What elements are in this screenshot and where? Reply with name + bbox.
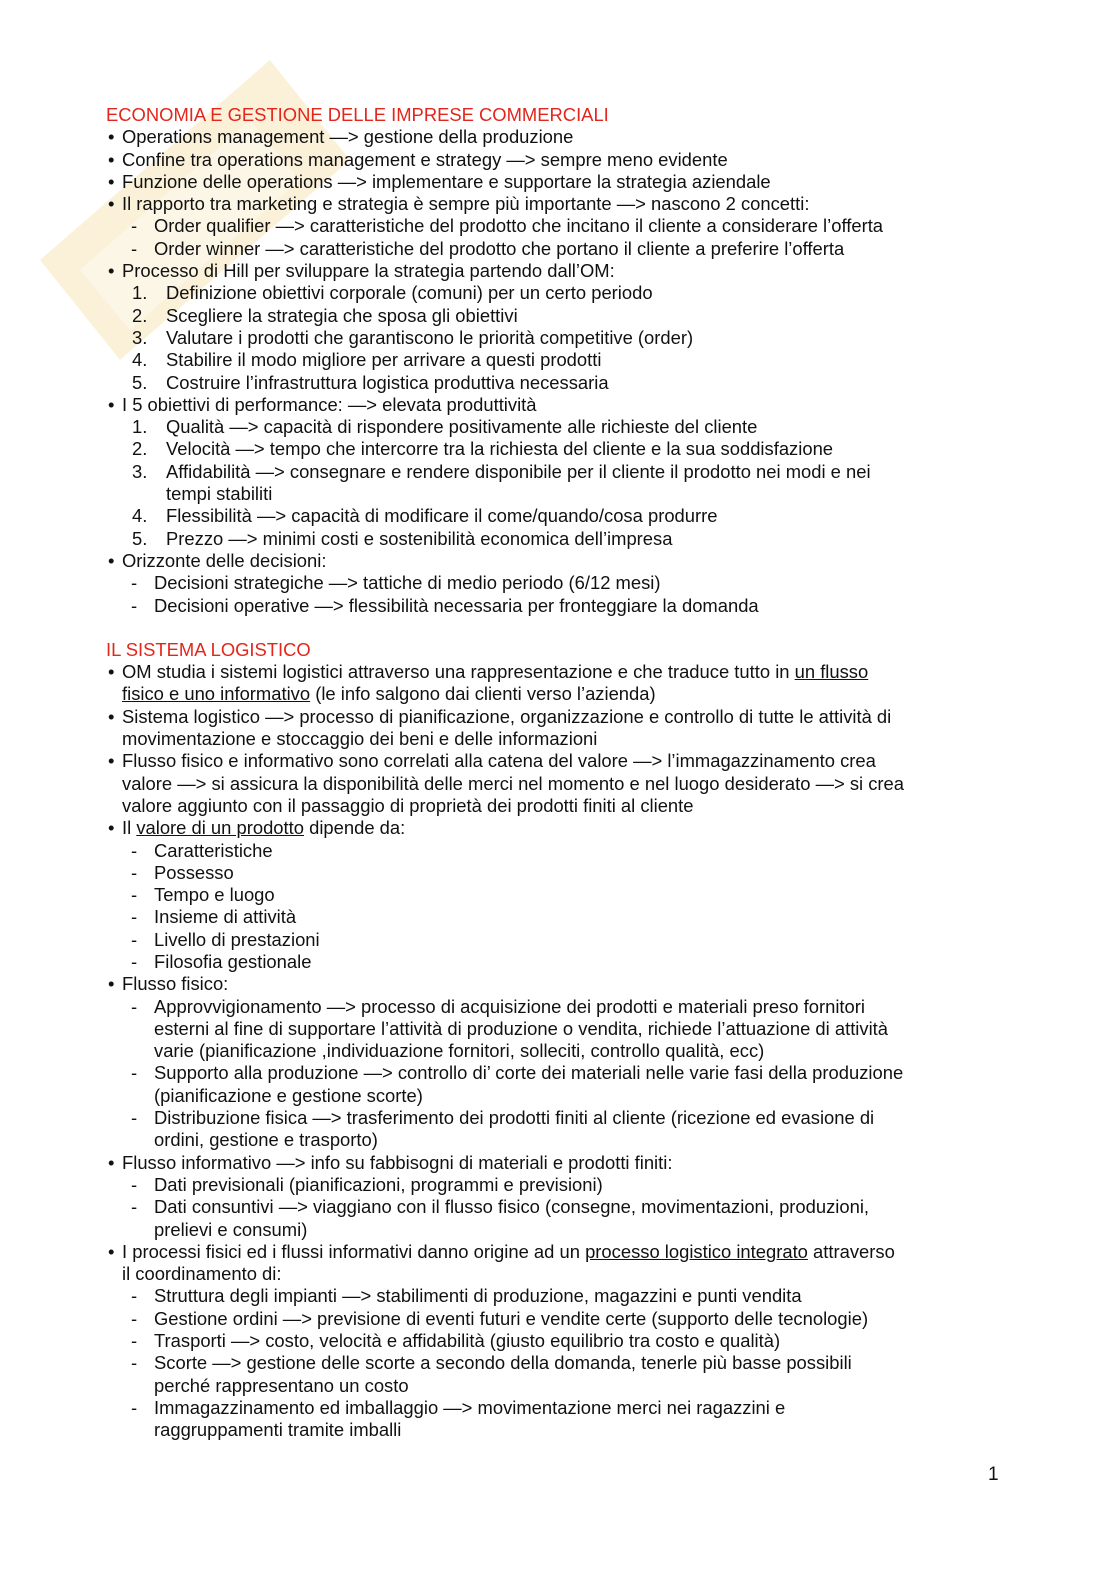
item-continuation: varie (pianificazione ,individuazione fornitori, solleciti, controllo qualità, ecc)	[154, 1040, 765, 1062]
item-continuation: valore aggiunto con il passaggio di proprietà dei prodotti finiti al cliente	[122, 794, 694, 816]
bullet-mark: •	[108, 750, 115, 772]
bullet-mark: •	[108, 170, 115, 192]
sub-list-item: - Distribuzione fisica —> trasferimento dei prodotti finiti al cliente (ricezione ed evasione di	[131, 1107, 875, 1129]
bullet-mark: •	[108, 148, 115, 170]
item-continuation: valore —> si assicura la disponibilità delle merci nel momento e nel luogo desiderato —> si crea	[122, 772, 904, 794]
item-continuation: ordini, gestione e trasporto)	[154, 1129, 378, 1151]
sub-list-item: - Decisioni strategiche —> tattiche di medio periodo (6/12 mesi)	[131, 572, 661, 594]
page-number: 1	[988, 1464, 999, 1485]
bullet-mark: •	[108, 549, 115, 571]
list-item: • I processi fisici ed i flussi informativi danno origine ad un processo logistico integrato attraverso	[108, 1240, 895, 1262]
item-continuation: raggruppamenti tramite imballi	[154, 1419, 402, 1441]
underlined-text: un flusso	[794, 661, 869, 683]
dash-mark: -	[131, 1285, 138, 1307]
dash-mark: -	[131, 884, 138, 906]
numbered-item: 2. Velocità —> tempo che intercorre tra la richiesta del cliente e la sua soddisfazione	[132, 438, 834, 460]
sub-list-item: - Tempo e luogo	[131, 884, 275, 906]
list-item: • Orizzonte delle decisioni:	[108, 549, 327, 571]
underlined-text: fisico e uno informativo	[122, 683, 311, 705]
dash-mark: -	[131, 839, 138, 861]
numbered-item: 4. Flessibilità —> capacità di modificare il come/quando/cosa produrre	[132, 505, 718, 527]
dash-mark: -	[131, 928, 138, 950]
sub-list-item: - Supporto alla produzione —> controllo di’ corte dei materiali nelle varie fasi della produzione	[131, 1062, 904, 1084]
dash-mark: -	[131, 906, 138, 928]
dash-mark: -	[131, 861, 138, 883]
numbered-item: 3. Valutare i prodotti che garantiscono le priorità competitive (order)	[132, 326, 694, 348]
list-item: • Il valore di un prodotto dipende da:	[108, 817, 406, 839]
dash-mark: -	[131, 572, 138, 594]
list-item: • Il rapporto tra marketing e strategia è sempre più importante —> nascono 2 concetti:	[108, 193, 810, 215]
sub-list-item: - Order qualifier —> caratteristiche del prodotto che incitano il cliente a considerare l’offerta	[131, 215, 884, 237]
sub-list-item: - Dati consuntivi —> viaggiano con il flusso fisico (consegne, movimentazioni, produzioni,	[131, 1196, 870, 1218]
sub-list-item: - Caratteristiche	[131, 839, 273, 861]
bullet-mark: •	[108, 705, 115, 727]
dash-mark: -	[131, 1330, 138, 1352]
bullet-mark: •	[108, 973, 115, 995]
sub-list-item: - Gestione ordini —> previsione di eventi futuri e vendite certe (supporto delle tecnologie)	[131, 1307, 869, 1329]
section-gap	[106, 617, 1006, 639]
sub-list-item: - Decisioni operative —> flessibilità necessaria per fronteggiare la domanda	[131, 594, 759, 616]
list-item: • I 5 obiettivi di performance: —> elevata produttività	[108, 393, 537, 415]
item-continuation: il coordinamento di:	[122, 1263, 282, 1285]
list-item: • Flusso fisico e informativo sono correlati alla catena del valore —> l’immagazzinamento crea	[108, 750, 876, 772]
dash-mark: -	[131, 215, 138, 237]
sub-list-item: - Insieme di attività	[131, 906, 297, 928]
list-item: • Operations management —> gestione della produzione	[108, 126, 574, 148]
sub-list-item: - Livello di prestazioni	[131, 928, 320, 950]
list-item: • OM studia i sistemi logistici attraverso una rappresentazione e che traduce tutto in un flusso	[108, 661, 869, 683]
bullet-mark: •	[108, 817, 115, 839]
bullet-mark: •	[108, 1240, 115, 1262]
bullet-mark: •	[108, 260, 115, 282]
item-continuation: perché rappresentano un costo	[154, 1374, 409, 1396]
dash-mark: -	[131, 1352, 138, 1374]
item-number: 3.	[132, 460, 148, 482]
item-number: 4.	[132, 505, 148, 527]
sub-list-item: - Scorte —> gestione delle scorte a secondo della domanda, tenerle più basse possibili	[131, 1352, 852, 1374]
numbered-item: 1. Qualità —> capacità di rispondere positivamente alle richieste del cliente	[132, 416, 758, 438]
sub-list-item: - Filosofia gestionale	[131, 950, 312, 972]
sub-list-item: - Struttura degli impianti —> stabilimenti di produzione, magazzini e punti vendita	[131, 1285, 802, 1307]
bullet-mark: •	[108, 1151, 115, 1173]
bullet-mark: •	[108, 661, 115, 683]
item-number: 2.	[132, 304, 148, 326]
dash-mark: -	[131, 594, 138, 616]
section-heading-economia: ECONOMIA E GESTIONE DELLE IMPRESE COMMERCIALI	[106, 104, 609, 125]
list-item: • Processo di Hill per sviluppare la strategia partendo dall’OM:	[108, 260, 615, 282]
item-number: 2.	[132, 438, 148, 460]
section-heading-sistema-logistico: IL SISTEMA LOGISTICO	[106, 638, 311, 660]
sub-list-item: - Trasporti —> costo, velocità e affidabilità (giusto equilibrio tra costo e qualità)	[131, 1330, 781, 1352]
item-number: 4.	[132, 349, 148, 371]
bullet-mark: •	[108, 393, 115, 415]
dash-mark: -	[131, 1396, 138, 1418]
sub-list-item: - Immagazzinamento ed imballaggio —> movimentazione merci nei ragazzini e	[131, 1396, 786, 1418]
item-number: 5.	[132, 527, 148, 549]
item-continuation: tempi stabiliti	[166, 483, 273, 505]
item-number: 3.	[132, 326, 148, 348]
dash-mark: -	[131, 1196, 138, 1218]
numbered-item: 3. Affidabilità —> consegnare e rendere disponibile per il cliente il prodotto nei modi e nei	[132, 460, 871, 482]
underlined-text: valore di un prodotto	[136, 817, 304, 839]
dash-mark: -	[131, 950, 138, 972]
item-continuation: esterni al fine di supportare l’attività di produzione o vendita, richiede l’attuazione di attività	[154, 1017, 889, 1039]
dash-mark: -	[131, 237, 138, 259]
sub-list-item: - Approvvigionamento —> processo di acquisizione dei prodotti e materiali preso fornitori	[131, 995, 865, 1017]
list-item: • Confine tra operations management e strategy —> sempre meno evidente	[108, 148, 728, 170]
sub-list-item: - Possesso	[131, 861, 234, 883]
item-number: 1.	[132, 416, 148, 438]
numbered-item: 5. Costruire l’infrastruttura logistica produttiva necessaria	[132, 371, 609, 393]
numbered-item: 1. Definizione obiettivi corporale (comuni) per un certo periodo	[132, 282, 653, 304]
list-item: • Sistema logistico —> processo di pianificazione, organizzazione e controllo di tutte le attività di	[108, 705, 892, 727]
sub-list-item: - Dati previsionali (pianificazioni, programmi e previsioni)	[131, 1173, 603, 1195]
item-number: 1.	[132, 282, 148, 304]
numbered-item: 4. Stabilire il modo migliore per arrivare a questi prodotti	[132, 349, 602, 371]
list-item: • Funzione delle operations —> implementare e supportare la strategia aziendale	[108, 170, 771, 192]
numbered-item: 5. Prezzo —> minimi costi e sostenibilità economica dell’impresa	[132, 527, 673, 549]
item-continuation: movimentazione e stoccaggio dei beni e delle informazioni	[122, 728, 598, 750]
list-item: • Flusso fisico:	[108, 973, 229, 995]
dash-mark: -	[131, 1062, 138, 1084]
underlined-text: processo logistico integrato	[585, 1240, 808, 1262]
numbered-item: 2. Scegliere la strategia che sposa gli obiettivi	[132, 304, 518, 326]
bullet-mark: •	[108, 126, 115, 148]
item-continuation: (pianificazione e gestione scorte)	[154, 1084, 423, 1106]
item-continuation: fisico e uno informativo (le info salgono dai clienti verso l’azienda)	[122, 683, 656, 705]
list-item: • Flusso informativo —> info su fabbisogni di materiali e prodotti finiti:	[108, 1151, 673, 1173]
dash-mark: -	[131, 1173, 138, 1195]
document-page	[106, 104, 1006, 1442]
item-continuation: prelievi e consumi)	[154, 1218, 308, 1240]
dash-mark: -	[131, 1107, 138, 1129]
dash-mark: -	[131, 995, 138, 1017]
bullet-mark: •	[108, 193, 115, 215]
item-number: 5.	[132, 371, 148, 393]
sub-list-item: - Order winner —> caratteristiche del prodotto che portano il cliente a preferire l’offerta	[131, 237, 845, 259]
dash-mark: -	[131, 1307, 138, 1329]
